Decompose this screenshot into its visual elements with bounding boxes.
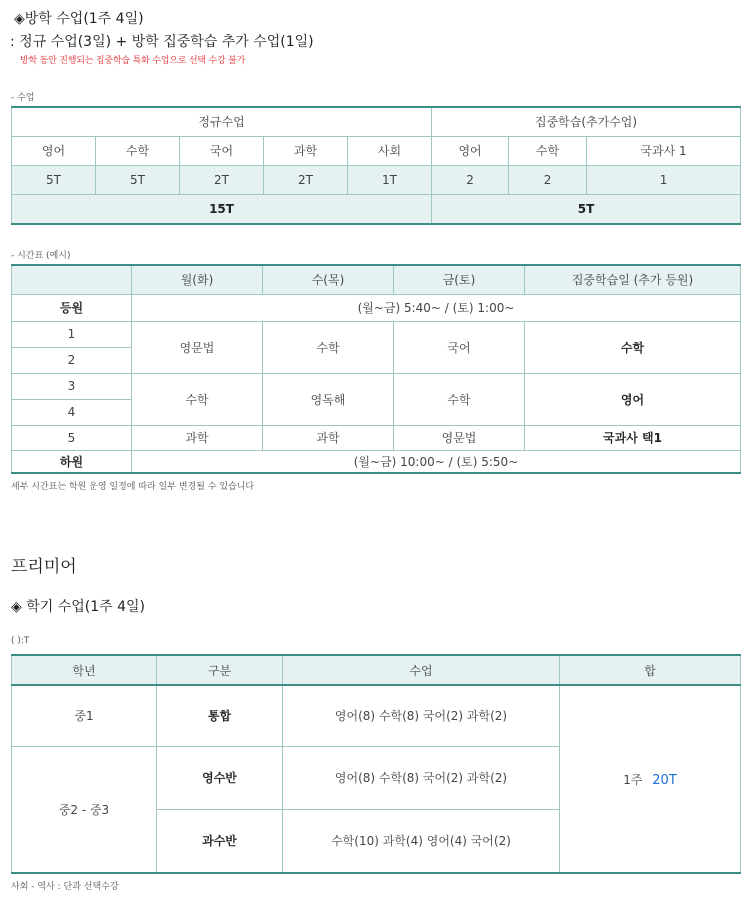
classes-header: 수업	[283, 655, 560, 685]
unit-label: ( ):T	[11, 636, 30, 646]
arrive-time: (월~금) 5:40~ / (토) 1:00~	[132, 294, 741, 321]
table1-label: - 수업	[11, 93, 35, 103]
type-cell: 과수반	[157, 809, 283, 873]
subject-cell: 국어	[180, 136, 264, 165]
subject-cell: 영어	[432, 136, 509, 165]
lesson-cell: 과학	[132, 425, 263, 450]
type-cell: 영수반	[157, 746, 283, 809]
intensive-lesson-cell: 수학	[525, 321, 741, 373]
total-prefix: 1주	[623, 772, 643, 787]
premium-footnote: 사회 - 역사 : 단과 선택수강	[11, 882, 119, 892]
subject-cell: 사회	[348, 136, 432, 165]
period-cell: 1	[12, 321, 132, 347]
timetable	[11, 264, 741, 474]
lesson-cell: 영문법	[394, 425, 525, 450]
class-table	[11, 106, 741, 225]
total-header: 합	[560, 655, 741, 685]
classes-cell: 수학(10) 과학(4) 영어(4) 국어(2)	[283, 809, 560, 873]
lesson-cell: 수학	[132, 373, 263, 425]
lesson-cell: 과학	[263, 425, 394, 450]
term-title: ◈ 학기 수업(1주 4일)	[11, 599, 145, 615]
type-cell: 통합	[157, 685, 283, 746]
day-header: 수(목)	[263, 265, 394, 294]
subject-cell: 수학	[96, 136, 180, 165]
regular-group-header: 정규수업	[12, 107, 432, 136]
classes-cell: 영어(8) 수학(8) 국어(2) 과학(2)	[283, 685, 560, 746]
period-cell: 3	[12, 373, 132, 399]
day-header: 금(토)	[394, 265, 525, 294]
day-header: 집중학습일 (추가 등원)	[525, 265, 741, 294]
period-cell: 5	[12, 425, 132, 450]
table2-label: - 시간표 (예시)	[11, 251, 71, 261]
period-cell: 2	[12, 347, 132, 373]
lesson-cell: 영문법	[132, 321, 263, 373]
value-cell: 2	[432, 165, 509, 194]
subject-cell: 영어	[12, 136, 96, 165]
premium-section-title: 프리미어	[11, 557, 77, 577]
intensive-lesson-cell: 국과사 택1	[525, 425, 741, 450]
value-cell: 2T	[180, 165, 264, 194]
vacation-subtitle: : 정규 수업(3일) + 방학 집중학습 추가 수업(1일)	[10, 34, 314, 50]
grade-cell: 중1	[12, 685, 157, 746]
day-header: 월(화)	[132, 265, 263, 294]
value-cell: 5T	[12, 165, 96, 194]
value-cell: 1	[587, 165, 741, 194]
lesson-cell: 수학	[263, 321, 394, 373]
total-value: 20T	[652, 772, 677, 788]
leave-label: 하원	[12, 450, 132, 473]
timetable-note: 세부 시간표는 학원 운영 일정에 따라 일부 변경될 수 있습니다	[11, 482, 255, 492]
lesson-cell: 국어	[394, 321, 525, 373]
type-header: 구분	[157, 655, 283, 685]
lesson-cell: 영독해	[263, 373, 394, 425]
arrive-label: 등원	[12, 294, 132, 321]
leave-time: (월~금) 10:00~ / (토) 5:50~	[132, 450, 741, 473]
regular-total: 15T	[12, 194, 432, 224]
timetable-corner	[12, 265, 132, 294]
premium-table	[11, 654, 741, 874]
subject-cell: 과학	[264, 136, 348, 165]
value-cell: 5T	[96, 165, 180, 194]
total-cell	[560, 685, 741, 873]
grade-header: 학년	[12, 655, 157, 685]
value-cell: 2T	[264, 165, 348, 194]
value-cell: 2	[509, 165, 587, 194]
value-cell: 1T	[348, 165, 432, 194]
intensive-total: 5T	[432, 194, 741, 224]
subject-cell: 국과사 1	[587, 136, 741, 165]
vacation-note: 방학 동안 진행되는 집중학습 특화 수업으로 선택 수강 불가	[20, 56, 246, 66]
classes-cell: 영어(8) 수학(8) 국어(2) 과학(2)	[283, 746, 560, 809]
intensive-lesson-cell: 영어	[525, 373, 741, 425]
period-cell: 4	[12, 399, 132, 425]
grade-cell: 중2 - 중3	[12, 746, 157, 873]
lesson-cell: 수학	[394, 373, 525, 425]
subject-cell: 수학	[509, 136, 587, 165]
intensive-group-header: 집중학습(추가수업)	[432, 107, 741, 136]
vacation-title: ◈방학 수업(1주 4일)	[14, 11, 144, 27]
